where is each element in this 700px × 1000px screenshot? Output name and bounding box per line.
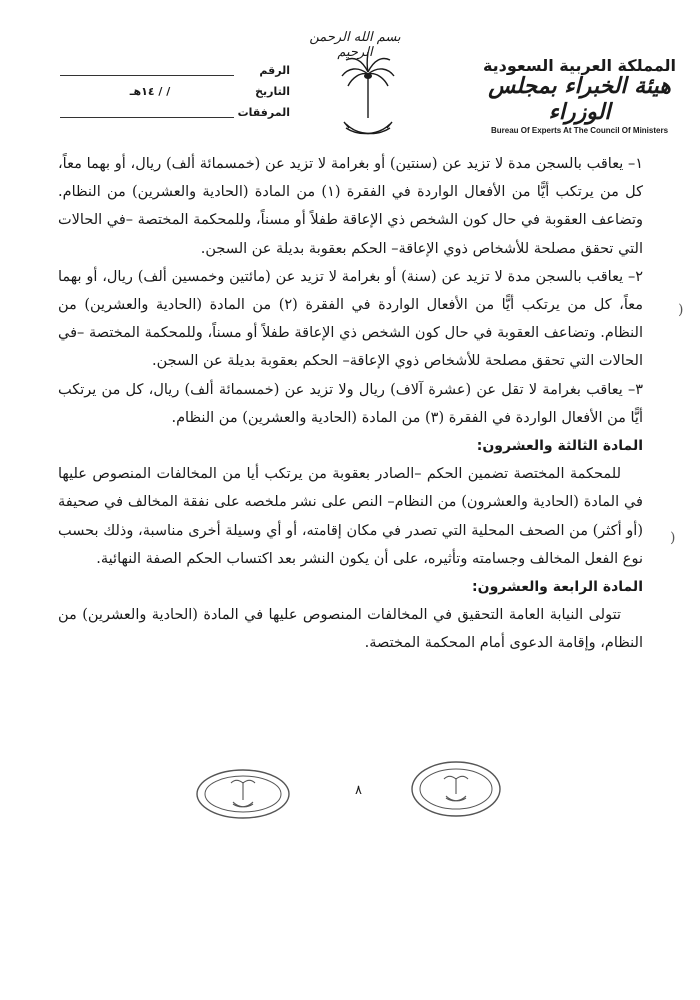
clause-2: ٢– يعاقب بالسجن مدة لا تزيد عن (سنة) أو بغرامة لا تزيد عن (مائتين وخمسين ألف) ريال، أو بهما معاً، كل من يرتكب أيًّا من الأفعال الواردة في الفقرة (٢) من المادة (الحادية والعشرين) من النظام. وتضاعف العقوبة في حال كون الشخص ذي الإعاقة طفلاً أو مسناً، وللمحكمة المختصة –في الحالات التي تحقق مصلحة للأشخاص ذوي الإعاقة– الحكم بعقوبة بديلة عن السجن. — [58, 268, 643, 370]
clause-3: ٣– يعاقب بغرامة لا تقل عن (عشرة آلاف) ريال ولا تزيد عن (خمسمائة ألف) ريال، كل من يرتكب أيًّا من الأفعال الواردة في الفقرة (٣) من المادة (الحادية والعشرين) من النظام. — [58, 381, 643, 426]
date-label: التاريخ — [255, 85, 290, 98]
article-24-title: المادة الرابعة والعشرون: — [472, 579, 643, 596]
attachments-row — [60, 102, 290, 123]
official-seal-icon — [195, 768, 291, 820]
margin-mark: ) — [670, 530, 676, 546]
number-line — [60, 65, 234, 76]
page-number: ٨ — [355, 783, 362, 798]
basmala: بسم الله الرحمن الرحيم — [309, 30, 401, 60]
article-23-text: للمحكمة المختصة تضمين الحكم –الصادر بعقوبة من يرتكب أيا من المخالفات المنصوص عليها في المادة (الحادية والعشرون) من النظام– النص على نشر ملخصه على نفقة المخالف في صحيفة (أو أكثر) من الصحف المحلية التي تصدر في مكان إقامته، أو أي وسيلة أخرى مناسبة، وذلك بحسب نوع الفعل المخالف وجسامته وتأثيره، على أن يكون النشر بعد اكتساب الحكم الصفة النهائية. — [58, 466, 643, 567]
attachments-line — [60, 107, 234, 118]
date-value: / / ١٤هـ — [129, 85, 171, 98]
palm-swords-emblem — [340, 52, 396, 142]
number-label: الرقم — [259, 64, 290, 77]
attachments-label: المرفقات — [237, 106, 290, 119]
bureau-name-arabic: هيئة الخبراء بمجلس الوزراء — [488, 73, 671, 125]
margin-mark: ) — [678, 302, 684, 318]
reference-block — [60, 60, 290, 123]
letterhead-org — [472, 56, 687, 135]
bureau-name-english: Bureau Of Experts At The Council Of Ministers — [490, 126, 669, 135]
date-row — [60, 81, 290, 102]
kingdom-name: المملكة العربية السعودية — [482, 56, 677, 75]
article-24-text: تتولى النيابة العامة التحقيق في المخالفات المنصوص عليها في المادة (الحادية والعشرين) من النظام، وإقامة الدعوى أمام المحكمة المختصة. — [58, 607, 643, 652]
clause-1: ١– يعاقب بالسجن مدة لا تزيد عن (سنتين) أو بغرامة لا تزيد عن (خمسمائة ألف) ريال، أو بهما معاً، كل من يرتكب أيًّا من الأفعال الواردة في الفقرة (١) من المادة (الحادية والعشرين) من النظام. وتضاعف العقوبة في حال كون الشخص ذي الإعاقة طفلاً أو مسناً، وللمحكمة المختصة –في الحالات التي تحقق مصلحة للأشخاص ذوي الإعاقة– الحكم بعقوبة بديلة عن السجن. — [58, 156, 643, 257]
number-row — [60, 60, 290, 81]
document-body — [58, 150, 643, 658]
article-23-title: المادة الثالثة والعشرون: — [476, 438, 643, 455]
official-seal-icon — [410, 760, 502, 818]
